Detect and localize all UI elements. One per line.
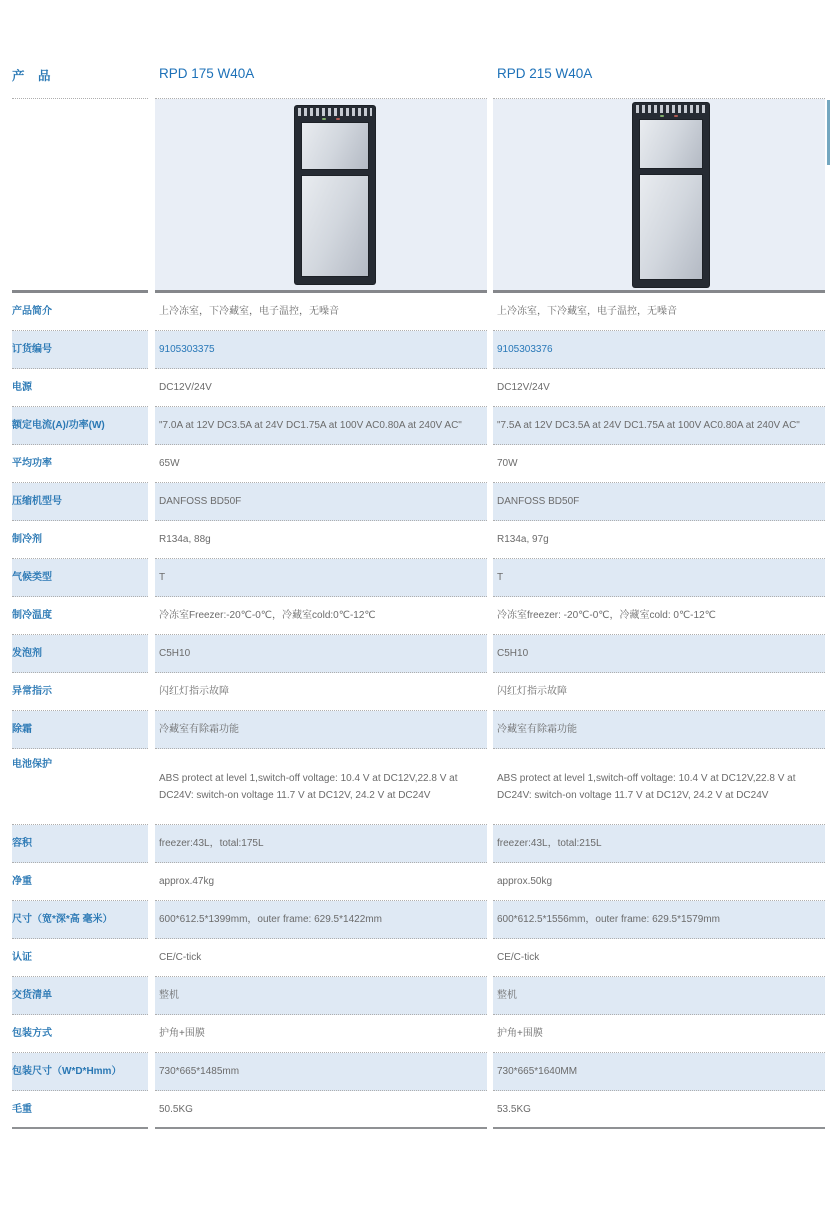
- fridge-vent-grille: [298, 108, 372, 116]
- fridge-vent-grille: [636, 105, 706, 113]
- spec-value-rpd215: approx.50kg: [493, 863, 825, 901]
- spec-label: 压缩机型号: [12, 483, 148, 521]
- spec-label: 产品简介: [12, 293, 148, 331]
- spec-value-rpd175: DC12V/24V: [155, 369, 487, 407]
- spec-table-body: [0, 293, 830, 1129]
- spec-row: [0, 1015, 830, 1053]
- spec-value-rpd215: R134a, 97g: [493, 521, 825, 559]
- spec-label: 发泡剂: [12, 635, 148, 673]
- spec-value-rpd215: 53.5KG: [493, 1091, 825, 1129]
- spec-value-rpd175: T: [155, 559, 487, 597]
- alarm-led-icon: [336, 118, 340, 120]
- spec-row: [0, 977, 830, 1015]
- spec-value-rpd175: 600*612.5*1399mm，outer frame: 629.5*1422mm: [155, 901, 487, 939]
- spec-row: [0, 293, 830, 331]
- spec-row: [0, 331, 830, 369]
- spec-value-rpd175: approx.47kg: [155, 863, 487, 901]
- spec-row: [0, 407, 830, 445]
- spec-label: 电源: [12, 369, 148, 407]
- spec-value-rpd175: 冷冻室Freezer:-20℃-0℃，冷藏室cold:0℃-12℃: [155, 597, 487, 635]
- spec-row: [0, 939, 830, 977]
- spec-row: [0, 559, 830, 597]
- fridge-control-panel: [298, 117, 372, 122]
- power-led-icon: [322, 118, 326, 120]
- spec-row: [0, 445, 830, 483]
- freezer-door: [639, 119, 703, 169]
- fridge-control-panel: [636, 114, 706, 119]
- spec-value-rpd175: 冷藏室有除霜功能: [155, 711, 487, 749]
- spec-value-rpd215: freezer:43L，total:215L: [493, 825, 825, 863]
- spec-value-rpd215: 9105303376: [493, 331, 825, 369]
- product-column-heading: 产 品: [12, 66, 148, 99]
- spec-value-rpd215: "7.5A at 12V DC3.5A at 24V DC1.75A at 100V AC0.80A at 240V AC": [493, 407, 825, 445]
- spec-value-rpd175: 9105303375: [155, 331, 487, 369]
- spec-value-rpd215: ABS protect at level 1,switch-off voltage: 10.4 V at DC12V,22.8 V at DC24V: switch-on voltage 11.7 V at DC12V, 24.2 V at DC24V: [493, 749, 825, 825]
- fridge-door: [639, 174, 703, 280]
- spec-value-rpd215: 冷藏室有除霜功能: [493, 711, 825, 749]
- spec-value-rpd215: 上冷冻室，下冷藏室，电子温控，无噪音: [493, 293, 825, 331]
- spec-value-rpd215: CE/C-tick: [493, 939, 825, 977]
- spec-value-rpd175: 护角+围膜: [155, 1015, 487, 1053]
- spec-label: 包装尺寸（W*D*Hmm）: [12, 1053, 148, 1091]
- spec-row: [0, 1053, 830, 1091]
- spec-value-rpd215: DANFOSS BD50F: [493, 483, 825, 521]
- spec-value-rpd175: C5H10: [155, 635, 487, 673]
- spec-value-rpd175: DANFOSS BD50F: [155, 483, 487, 521]
- spec-row: [0, 635, 830, 673]
- spec-value-rpd175: R134a, 88g: [155, 521, 487, 559]
- spec-value-rpd175: 730*665*1485mm: [155, 1053, 487, 1091]
- spec-row: [0, 711, 830, 749]
- spec-value-rpd175: 整机: [155, 977, 487, 1015]
- refrigerator-photo-rpd215: [633, 103, 709, 287]
- product-photo-cell-rpd215: [493, 99, 825, 293]
- spec-label: 认证: [12, 939, 148, 977]
- spec-row: [0, 673, 830, 711]
- spec-value-rpd175: ABS protect at level 1,switch-off voltage: 10.4 V at DC12V,22.8 V at DC24V: switch-on voltage 11.7 V at DC12V, 24.2 V at DC24V: [155, 749, 487, 825]
- fridge-door: [301, 175, 369, 277]
- spec-row: [0, 863, 830, 901]
- spec-row: [0, 901, 830, 939]
- spec-value-rpd215: T: [493, 559, 825, 597]
- alarm-led-icon: [674, 115, 678, 117]
- spec-row: [0, 483, 830, 521]
- spec-value-rpd175: "7.0A at 12V DC3.5A at 24V DC1.75A at 100V AC0.80A at 240V AC": [155, 407, 487, 445]
- spec-label: 制冷剂: [12, 521, 148, 559]
- table-header-row: [0, 66, 830, 99]
- spec-label: 毛重: [12, 1091, 148, 1129]
- spec-label: 尺寸（宽*深*高 毫米）: [12, 901, 148, 939]
- spec-value-rpd175: 50.5KG: [155, 1091, 487, 1129]
- spec-value-rpd175: freezer:43L，total:175L: [155, 825, 487, 863]
- model-title-rpd175: RPD 175 W40A: [155, 66, 487, 99]
- spec-label: 额定电流(A)/功率(W): [12, 407, 148, 445]
- spec-value-rpd175: 上冷冻室，下冷藏室，电子温控，无噪音: [155, 293, 487, 331]
- spec-label: 除霜: [12, 711, 148, 749]
- image-row-label-spacer: [12, 99, 148, 293]
- spec-label: 异常指示: [12, 673, 148, 711]
- spec-label: 气候类型: [12, 559, 148, 597]
- spec-row: [0, 597, 830, 635]
- spec-row: [0, 369, 830, 407]
- spec-value-rpd175: 闪红灯指示故障: [155, 673, 487, 711]
- spec-row: [0, 749, 830, 825]
- spec-label: 交货清单: [12, 977, 148, 1015]
- spec-value-rpd215: C5H10: [493, 635, 825, 673]
- spec-value-rpd215: 整机: [493, 977, 825, 1015]
- refrigerator-photo-rpd175: [295, 106, 375, 284]
- spec-value-rpd215: 闪红灯指示故障: [493, 673, 825, 711]
- spec-row: [0, 521, 830, 559]
- spec-value-rpd215: 冷冻室freezer: -20℃-0℃，冷藏室cold: 0℃-12℃: [493, 597, 825, 635]
- freezer-door: [301, 122, 369, 170]
- spec-value-rpd215: 70W: [493, 445, 825, 483]
- spec-value-rpd175: CE/C-tick: [155, 939, 487, 977]
- spec-value-rpd215: 730*665*1640MM: [493, 1053, 825, 1091]
- spec-value-rpd215: DC12V/24V: [493, 369, 825, 407]
- product-image-row: [0, 99, 830, 293]
- spec-label: 制冷温度: [12, 597, 148, 635]
- spec-label: 容积: [12, 825, 148, 863]
- spec-label: 包装方式: [12, 1015, 148, 1053]
- model-title-rpd215: RPD 215 W40A: [493, 66, 825, 99]
- spec-label: 电池保护: [12, 749, 148, 825]
- spec-row: [0, 1091, 830, 1129]
- spec-value-rpd215: 护角+围膜: [493, 1015, 825, 1053]
- spec-label: 平均功率: [12, 445, 148, 483]
- spec-label: 净重: [12, 863, 148, 901]
- product-photo-cell-rpd175: [155, 99, 487, 293]
- power-led-icon: [660, 115, 664, 117]
- spec-value-rpd175: 65W: [155, 445, 487, 483]
- spec-label: 订货编号: [12, 331, 148, 369]
- spec-value-rpd215: 600*612.5*1556mm，outer frame: 629.5*1579mm: [493, 901, 825, 939]
- spec-row: [0, 825, 830, 863]
